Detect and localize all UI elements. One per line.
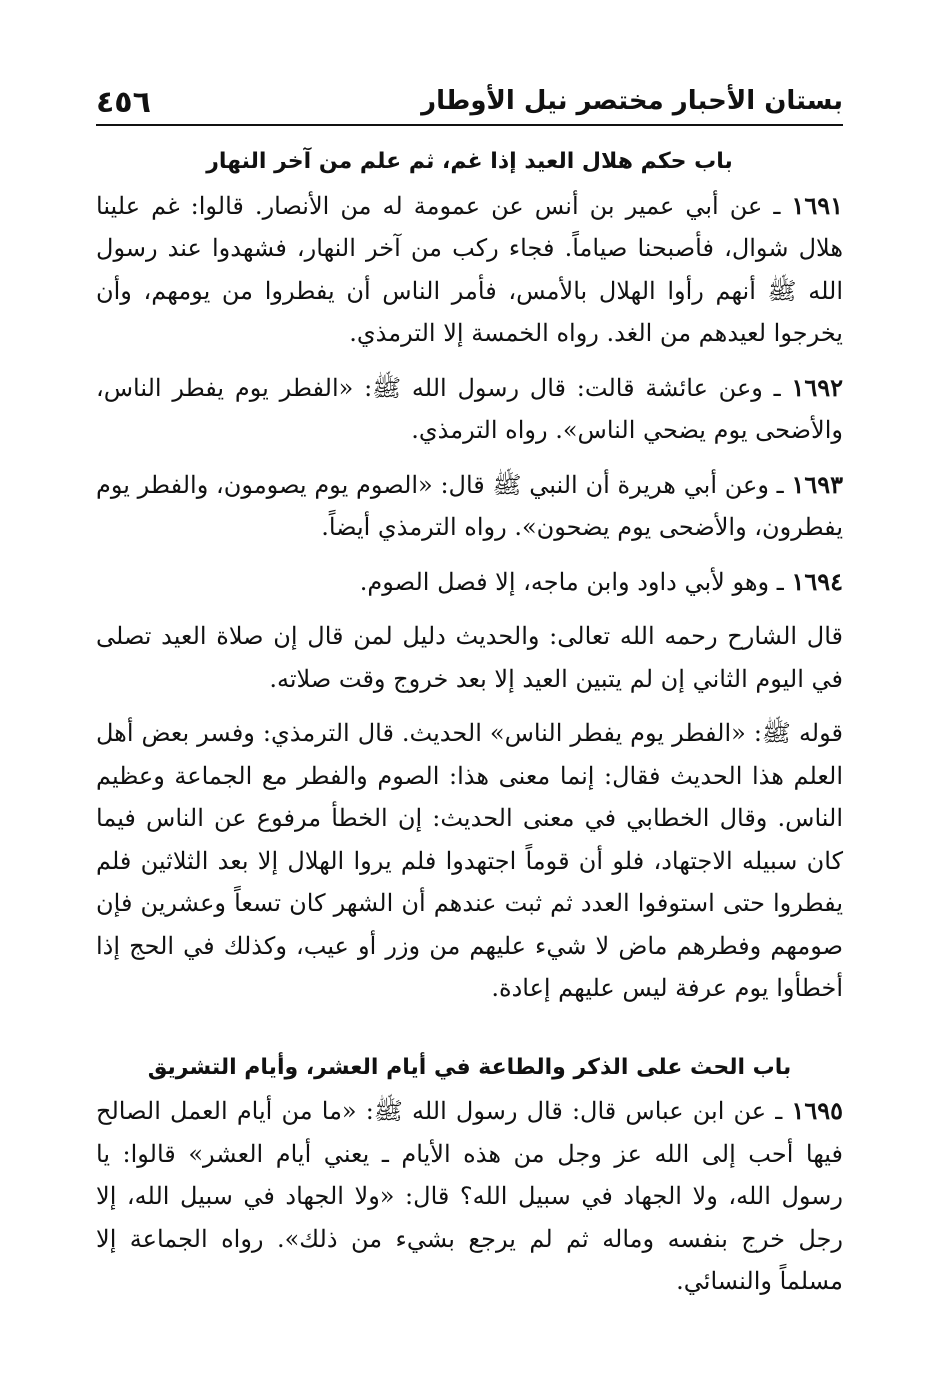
chapter-title: باب حكم هلال العيد إذا غم، ثم علم من آخر النهار — [206, 149, 733, 174]
commentary-paragraph: قال الشارح رحمه الله تعالى: والحديث دليل لمن قال إن صلاة العيد تصلى في اليوم الثاني إن لم يتبين العيد إلا بعد خروج وقت صلاته. — [96, 622, 843, 693]
hadith-1693 — [96, 464, 843, 549]
running-header — [96, 70, 843, 126]
hadith-1692 — [96, 367, 843, 452]
hadith-number: ١٦٩١ — [791, 190, 843, 220]
chapter-title: باب الحث على الذكر والطاعة في أيام العشر، وأيام التشريق — [147, 1054, 792, 1080]
hadith-1695 — [96, 1090, 843, 1303]
hadith-1694 — [96, 561, 843, 604]
hadith-text: ـ وهو لأبي داود وابن ماجه، إلا فصل الصوم. — [359, 567, 792, 596]
book-title: بستان الأحبار مختصر نيل الأوطار — [421, 86, 843, 116]
hadith-number: ١٦٩٢ — [791, 372, 843, 402]
hadith-number: ١٦٩٤ — [791, 566, 843, 596]
hadith-text: ـ عن أبي عمير بن أنس عن عمومة له من الأنصار. قالوا: غم علينا هلال شوال، فأصبحنا صياماً. فجاء ركب من آخر النهار، فشهدوا عند رسول الله ﷺ أنهم رأوا الهلال بالأمس، فأمر الناس أن يفطروا من يومهم، وأن يخرجوا لعيدهم من الغد. رواه الخمسة إلا الترمذي. — [96, 191, 843, 348]
hadith-text: ـ وعن عائشة قالت: قال رسول الله ﷺ: «الفطر يوم يفطر الناس، والأضحى يوم يضحي الناس». رواه الترمذي. — [96, 373, 843, 445]
hadith-text: ـ وعن أبي هريرة أن النبي ﷺ قال: «الصوم يوم يصومون، والفطر يوم يفطرون، والأضحى يوم يضحون». رواه الترمذي أيضاً. — [96, 470, 843, 542]
hadith-number: ١٦٩٣ — [791, 469, 843, 499]
hadith-number: ١٦٩٥ — [791, 1096, 843, 1126]
page-number: ٤٥٦ — [96, 85, 151, 120]
hadith-text: ـ عن ابن عباس قال: قال رسول الله ﷺ: «ما من أيام العمل الصالح فيها أحب إلى الله عز وجل من هذه الأيام ـ يعني أيام العشر» قالوا: يا رسول الله، ولا الجهاد في سبيل الله؟ قال: «ولا الجهاد في سبيل الله، إلا رجل خرج بنفسه وماله ثم لم يرجع بشيء من ذلك». رواه الجماعة إلا مسلماً والنسائي. — [96, 1097, 843, 1296]
commentary-paragraph: قوله ﷺ: «الفطر يوم يفطر الناس» الحديث. قال الترمذي: وفسر بعض أهل العلم هذا الحديث فقال: إنما معنى هذا: الصوم والفطر مع الجماعة وعظيم الناس. وقال الخطابي في معنى الحديث: إن الخطأ مرفوع عن الناس فيما كان سبيله الاجتهاد، فلو أن قوماً اجتهدوا فلم يروا الهلال إلا بعد الثلاثين فلم يفطروا حتى استوفوا العدد ثم ثبت عندهم أن الشهر كان تسعاً وعشرين فإن صومهم وفطرهم ماض لا شيء عليهم من وزر أو عيب، وكذلك في الحج إذا أخطأوا يوم عرفة ليس عليهم إعادة. — [96, 719, 843, 1003]
hadith-1691 — [96, 185, 843, 355]
